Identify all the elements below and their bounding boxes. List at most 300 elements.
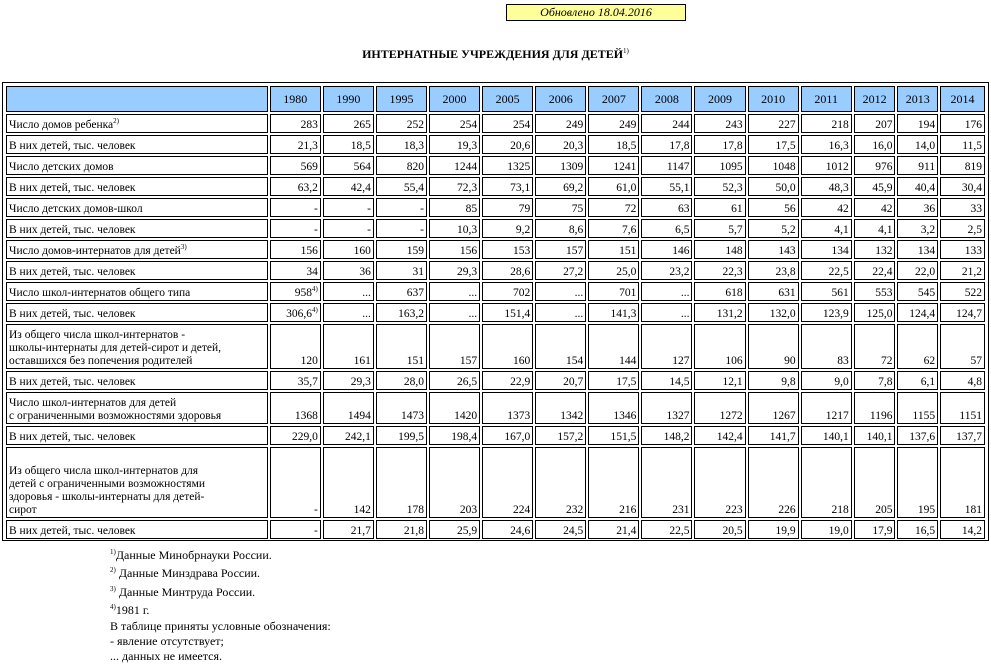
- value-text: 127: [672, 355, 690, 367]
- value-cell: [641, 114, 692, 133]
- footnote-text: В таблице приняты условные обозначения:: [110, 618, 331, 633]
- value-text: 7,6: [622, 224, 637, 236]
- value-cell: [694, 156, 745, 175]
- value-text: 545: [917, 287, 936, 299]
- value-cell: [535, 219, 586, 238]
- header-row: [6, 86, 985, 112]
- value-text: 631: [778, 287, 796, 299]
- row-footnote-mark: 2): [113, 117, 119, 126]
- value-cell: [588, 135, 639, 154]
- value-text: 62: [923, 355, 936, 367]
- value-cell: [588, 392, 639, 424]
- value-cell: [694, 261, 745, 280]
- value-text: 134: [917, 245, 936, 257]
- value-text: ...: [680, 308, 690, 320]
- value-cell: [897, 520, 938, 539]
- value-text: 1196: [869, 410, 893, 422]
- value-text: 1473: [401, 410, 424, 422]
- row-label-line: детей с ограниченными возможностями: [9, 478, 206, 490]
- value-cell: [535, 198, 586, 217]
- value-cell: [694, 198, 745, 217]
- value-cell: [748, 156, 799, 175]
- value-text: 254: [512, 119, 531, 131]
- value-text: 22,5: [828, 266, 849, 278]
- value-cell: [748, 177, 799, 196]
- value-cell: [588, 261, 639, 280]
- value-text: 23,8: [775, 266, 796, 278]
- value-cell: [854, 156, 896, 175]
- value-text: 701: [619, 287, 637, 299]
- year-header-2011: 2011: [801, 86, 852, 112]
- value-text: 21,4: [616, 525, 637, 537]
- value-cell: [748, 219, 799, 238]
- value-text: 25,0: [616, 266, 637, 278]
- value-cell: [270, 392, 321, 424]
- value-cell: [429, 426, 480, 445]
- value-text: 42,4: [350, 182, 371, 194]
- value-text: 1494: [347, 410, 371, 422]
- table-row: [6, 324, 985, 369]
- value-cell: [748, 198, 799, 217]
- table-frame: [2, 82, 989, 541]
- row-label-line: Число школ-интернатов общего типа: [9, 287, 191, 299]
- value-text: 1420: [454, 410, 478, 422]
- value-cell: [429, 520, 480, 539]
- value-text: 564: [353, 161, 371, 173]
- table-row: [6, 261, 985, 280]
- value-cell: [694, 426, 745, 445]
- value-cell: [801, 198, 852, 217]
- year-header-2008: 2008: [641, 86, 692, 112]
- value-text: 144: [619, 355, 637, 367]
- value-text: 820: [406, 161, 424, 173]
- value-cell: [748, 135, 799, 154]
- value-cell: [854, 177, 896, 196]
- value-cell: [897, 426, 938, 445]
- value-cell: [376, 324, 427, 369]
- value-text: 1373: [507, 410, 531, 422]
- value-text: 163,2: [398, 308, 424, 320]
- value-text: 1151: [959, 410, 982, 422]
- value-text: 249: [566, 119, 584, 131]
- value-cell: [429, 261, 480, 280]
- value-cell: [748, 392, 799, 424]
- updated-date-box: Обновлено 18.04.2016: [506, 4, 686, 21]
- value-cell: [376, 156, 427, 175]
- value-cell: [897, 240, 938, 259]
- value-text: 22,0: [914, 266, 936, 278]
- value-cell: [376, 177, 427, 196]
- value-text: 140,1: [866, 431, 893, 443]
- value-text: 61: [731, 203, 743, 215]
- year-header-2010: 2010: [748, 86, 799, 112]
- value-cell: [429, 135, 480, 154]
- value-cell: [801, 261, 852, 280]
- value-cell: [376, 303, 427, 322]
- value-cell: [694, 135, 745, 154]
- value-text: 1217: [825, 410, 849, 422]
- value-text: 29,3: [456, 266, 478, 278]
- value-text: 18,5: [350, 140, 371, 152]
- value-text: 73,1: [510, 182, 531, 194]
- row-label: [6, 156, 268, 175]
- value-cell: [694, 447, 745, 518]
- value-text: 50,0: [775, 182, 796, 194]
- value-cell: [748, 261, 799, 280]
- value-cell: [897, 447, 938, 518]
- value-text: 14,0: [914, 140, 936, 152]
- value-text: 42: [880, 203, 893, 215]
- table-row: [6, 219, 985, 238]
- value-text: 20,7: [563, 376, 584, 388]
- table-row: [6, 177, 985, 196]
- table-row: [6, 520, 985, 539]
- value-cell: [535, 392, 586, 424]
- value-text: 63: [677, 203, 690, 215]
- value-text: 56: [784, 203, 796, 215]
- value-cell: [897, 114, 938, 133]
- value-text: 63,2: [297, 182, 318, 194]
- footnote-text: 1981 г.: [115, 603, 150, 618]
- value-cell: [801, 114, 852, 133]
- value-cell: [748, 447, 799, 518]
- value-cell: [940, 135, 985, 154]
- value-text: 231: [672, 504, 690, 516]
- value-cell: [694, 219, 745, 238]
- value-cell: [535, 177, 586, 196]
- footnote-mark: 3): [110, 584, 116, 593]
- institutions-table: [4, 84, 987, 541]
- value-text: 72: [624, 203, 637, 215]
- value-text: 167,0: [504, 431, 531, 443]
- value-cell: [801, 426, 852, 445]
- value-text: 23,2: [669, 266, 690, 278]
- value-cell: [641, 447, 692, 518]
- value-cell: [270, 520, 321, 539]
- value-text: 976: [875, 161, 893, 173]
- value-text: 17,9: [872, 525, 893, 537]
- value-text: 1346: [613, 410, 637, 422]
- value-cell: [535, 282, 586, 301]
- value-text: 42: [837, 203, 849, 215]
- title-footnote-mark: 1): [623, 47, 629, 55]
- value-cell: [270, 240, 321, 259]
- value-cell: [588, 177, 639, 196]
- value-footnote-mark: 4): [311, 306, 318, 315]
- value-cell: [535, 261, 586, 280]
- value-cell: [940, 324, 985, 369]
- value-cell: [897, 135, 938, 154]
- value-cell: [694, 177, 745, 196]
- value-cell: [940, 426, 985, 445]
- value-cell: [940, 156, 985, 175]
- value-cell: [897, 324, 938, 369]
- value-cell: [641, 520, 692, 539]
- value-text: 9,0: [834, 376, 849, 388]
- value-cell: [376, 240, 427, 259]
- row-label-line: В них детей, тыс. человек: [9, 224, 136, 236]
- value-cell: [694, 324, 745, 369]
- value-cell: [429, 371, 480, 390]
- value-text: 1267: [772, 410, 796, 422]
- value-text: 522: [964, 287, 982, 299]
- value-text: 160: [353, 245, 371, 257]
- value-cell: [801, 303, 852, 322]
- table-body: [6, 114, 985, 539]
- table-row: [6, 303, 985, 322]
- value-cell: [482, 135, 533, 154]
- value-cell: [482, 156, 533, 175]
- value-text: 6,5: [675, 224, 690, 236]
- table-row: [6, 198, 985, 217]
- value-cell: [854, 240, 896, 259]
- value-text: 178: [406, 504, 424, 516]
- value-text: 140,1: [822, 431, 849, 443]
- year-header-2005: 2005: [482, 86, 533, 112]
- value-cell: [801, 371, 852, 390]
- value-cell: [429, 177, 480, 196]
- value-text: 55,1: [669, 182, 690, 194]
- footnote-line: [110, 582, 331, 600]
- value-cell: [801, 177, 852, 196]
- value-cell: [376, 261, 427, 280]
- value-text: 22,3: [722, 266, 743, 278]
- value-text: 141,3: [610, 308, 637, 320]
- value-cell: [535, 426, 586, 445]
- value-text: 20,3: [563, 140, 584, 152]
- value-cell: [270, 447, 321, 518]
- table-row: [6, 135, 985, 154]
- value-text: ...: [362, 308, 371, 320]
- value-text: 16,5: [914, 525, 936, 537]
- value-cell: [854, 447, 896, 518]
- table-row: [6, 426, 985, 445]
- value-cell: [854, 219, 896, 238]
- value-cell: [482, 198, 533, 217]
- value-cell: [801, 240, 852, 259]
- value-text: 24,6: [510, 525, 531, 537]
- value-text: 19,3: [456, 140, 478, 152]
- value-text: 12,1: [722, 376, 743, 388]
- value-cell: [854, 114, 896, 133]
- footnote-line: [110, 634, 331, 649]
- year-header-1990: 1990: [323, 86, 374, 112]
- value-cell: [801, 392, 852, 424]
- value-text: 1244: [454, 161, 478, 173]
- value-cell: [323, 198, 374, 217]
- value-cell: [270, 426, 321, 445]
- value-cell: [801, 520, 852, 539]
- row-label: [6, 114, 268, 133]
- value-cell: [535, 447, 586, 518]
- value-cell: [854, 303, 896, 322]
- value-cell: [897, 261, 938, 280]
- value-cell: [588, 324, 639, 369]
- value-cell: [482, 447, 533, 518]
- value-cell: [897, 282, 938, 301]
- value-cell: [748, 426, 799, 445]
- value-text: ...: [574, 287, 584, 299]
- value-text: -: [420, 203, 424, 215]
- value-cell: [323, 303, 374, 322]
- value-cell: [641, 371, 692, 390]
- value-cell: [482, 426, 533, 445]
- value-cell: [694, 520, 745, 539]
- value-text: 17,8: [669, 140, 690, 152]
- value-text: 123,9: [822, 308, 849, 320]
- value-cell: [429, 282, 480, 301]
- value-cell: [376, 114, 427, 133]
- year-header-2012: 2012: [854, 86, 896, 112]
- value-text: 131,2: [716, 308, 743, 320]
- value-cell: [270, 303, 321, 322]
- footnote-mark: 2): [110, 566, 116, 575]
- footnote-line: [110, 545, 331, 563]
- value-cell: [270, 371, 321, 390]
- value-text: 141,7: [769, 431, 796, 443]
- value-text: 124,7: [956, 308, 982, 320]
- value-text: 226: [778, 504, 796, 516]
- value-cell: [897, 371, 938, 390]
- value-text: 218: [831, 504, 849, 516]
- value-text: -: [367, 224, 371, 236]
- value-cell: [588, 282, 639, 301]
- row-label: [6, 371, 268, 390]
- value-text: 24,5: [563, 525, 584, 537]
- value-text: 1147: [666, 161, 690, 173]
- value-text: 254: [459, 119, 478, 131]
- value-text: 6,1: [920, 376, 936, 388]
- value-cell: [535, 135, 586, 154]
- value-text: 569: [300, 161, 318, 173]
- page-title: [0, 44, 991, 61]
- value-cell: [588, 303, 639, 322]
- value-cell: [801, 156, 852, 175]
- value-cell: [854, 371, 896, 390]
- value-text: 618: [725, 287, 743, 299]
- row-label-line: с ограниченными возможностями здоровья: [9, 410, 222, 422]
- value-text: 17,5: [775, 140, 796, 152]
- value-cell: [588, 447, 639, 518]
- value-text: 45,9: [872, 182, 893, 194]
- value-cell: [429, 198, 480, 217]
- value-cell: [376, 392, 427, 424]
- value-cell: [323, 177, 374, 196]
- value-cell: [694, 282, 745, 301]
- value-text: 252: [406, 119, 424, 131]
- value-cell: [323, 114, 374, 133]
- value-text: 702: [512, 287, 531, 299]
- value-text: 72,3: [456, 182, 478, 194]
- row-label: [6, 392, 268, 424]
- value-text: 30,4: [961, 182, 982, 194]
- value-cell: [854, 261, 896, 280]
- value-cell: [323, 261, 374, 280]
- row-label-line: здоровья - школы-интернаты для детей-: [9, 491, 205, 503]
- row-label-line: В них детей, тыс. человек: [9, 376, 136, 388]
- value-cell: [940, 198, 985, 217]
- value-text: 958: [294, 287, 312, 299]
- value-text: 17,5: [616, 376, 637, 388]
- value-text: 9,2: [515, 224, 531, 236]
- footnote-line: [110, 600, 331, 618]
- year-header-1995: 1995: [376, 86, 427, 112]
- value-text: 148,2: [663, 431, 690, 443]
- value-text: 216: [619, 504, 637, 516]
- value-text: 5,2: [781, 224, 796, 236]
- value-cell: [482, 114, 533, 133]
- value-text: 154: [566, 355, 584, 367]
- value-cell: [588, 156, 639, 175]
- value-text: 306,6: [286, 308, 312, 320]
- year-header-2000: 2000: [429, 86, 480, 112]
- value-text: 20,5: [722, 525, 743, 537]
- footnote-text: Данные Минздрава России.: [115, 566, 261, 581]
- row-label: [6, 282, 268, 301]
- value-text: 151,5: [610, 431, 637, 443]
- value-text: 133: [964, 245, 982, 257]
- value-cell: [641, 177, 692, 196]
- value-text: -: [420, 224, 424, 236]
- header-corner: [6, 86, 268, 112]
- value-cell: [940, 303, 985, 322]
- value-cell: [940, 261, 985, 280]
- value-cell: [323, 240, 374, 259]
- value-text: 25,9: [456, 525, 478, 537]
- value-text: 69,2: [563, 182, 584, 194]
- value-text: 21,7: [350, 525, 371, 537]
- value-text: 561: [831, 287, 849, 299]
- row-label: [6, 426, 268, 445]
- row-label-line: оставшихся без попечения родителей: [9, 355, 193, 367]
- value-text: 1327: [666, 410, 690, 422]
- value-cell: [854, 135, 896, 154]
- footnote-text: Данные Минтруда России.: [115, 584, 256, 599]
- value-cell: [854, 520, 896, 539]
- value-text: 156: [459, 245, 478, 257]
- value-text: 1012: [825, 161, 849, 173]
- value-cell: [940, 114, 985, 133]
- value-text: 16,0: [872, 140, 893, 152]
- year-header-2013: 2013: [897, 86, 938, 112]
- value-text: 553: [875, 287, 893, 299]
- row-label: [6, 135, 268, 154]
- row-label-line: школы-интернаты для детей-сирот и детей,: [9, 342, 222, 354]
- value-cell: [801, 324, 852, 369]
- value-cell: [940, 177, 985, 196]
- value-cell: [323, 135, 374, 154]
- value-cell: [588, 219, 639, 238]
- value-text: 36: [359, 266, 371, 278]
- value-text: 21,8: [403, 525, 424, 537]
- row-label: [6, 303, 268, 322]
- year-header-1980: 1980: [270, 86, 321, 112]
- value-text: 57: [970, 355, 982, 367]
- value-cell: [641, 392, 692, 424]
- value-cell: [535, 240, 586, 259]
- value-cell: [801, 219, 852, 238]
- value-cell: [270, 282, 321, 301]
- footnote-line: [110, 563, 331, 581]
- value-cell: [429, 156, 480, 175]
- value-cell: [694, 371, 745, 390]
- value-text: 18,3: [403, 140, 424, 152]
- value-text: 10,3: [456, 224, 478, 236]
- table-row: [6, 392, 985, 424]
- value-cell: [641, 303, 692, 322]
- value-text: 148: [725, 245, 743, 257]
- row-label-line: Число школ-интернатов для детей: [9, 397, 177, 409]
